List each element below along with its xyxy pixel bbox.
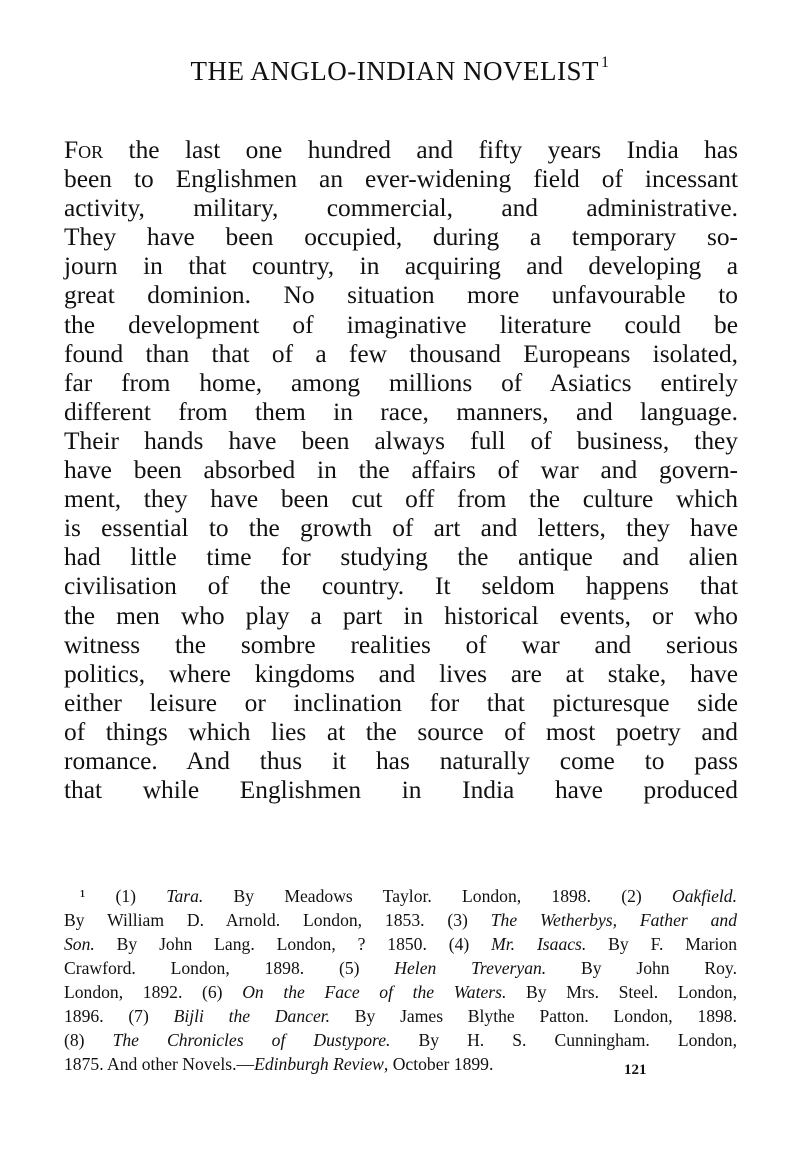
footnotes bbox=[64, 884, 737, 1076]
italic-title: Oakfield. bbox=[672, 886, 737, 906]
text-line bbox=[64, 572, 738, 601]
text-segment: By William D. Arnold. London, 1853. (3) bbox=[64, 910, 491, 930]
text-line bbox=[64, 252, 738, 281]
text-segment: either leisure or inclination for that picturesque side bbox=[64, 688, 738, 717]
text-line bbox=[64, 194, 738, 223]
text-segment: have been absorbed in the affairs of war and govern- bbox=[64, 456, 738, 485]
text-segment: By F. Marion bbox=[586, 934, 738, 954]
text-segment: For bbox=[64, 136, 104, 164]
text-line bbox=[64, 776, 738, 805]
text-segment: By John Lang. London, ? 1850. (4) bbox=[94, 934, 492, 954]
text-line bbox=[64, 485, 738, 514]
footnote-line bbox=[64, 884, 737, 908]
text-segment: that while Englishmen in India have produced bbox=[64, 776, 738, 805]
text-segment: They have been occupied, during a temporary so- bbox=[64, 223, 738, 252]
italic-title: Son. bbox=[64, 934, 95, 954]
body-paragraph bbox=[64, 136, 738, 805]
text-segment: , October 1899. bbox=[383, 1054, 494, 1074]
text-segment: been to Englishmen an ever-widening field of incessant bbox=[64, 165, 738, 194]
text-line bbox=[64, 718, 738, 747]
footnote-line bbox=[64, 908, 737, 932]
footnote-marker: 1 bbox=[600, 54, 610, 71]
italic-title: Edinburgh Review bbox=[254, 1054, 384, 1074]
title-text: THE ANGLO-INDIAN NOVELIST bbox=[190, 56, 599, 86]
text-segment: of things which lies at the source of most poetry and bbox=[64, 717, 738, 746]
text-segment: had little time for studying the antique and alien bbox=[64, 543, 738, 572]
text-line bbox=[64, 398, 738, 427]
text-segment: By John Roy. bbox=[546, 958, 737, 978]
text-segment: different from them in race, manners, and language. bbox=[64, 397, 738, 426]
footnote-line bbox=[64, 956, 737, 980]
page-number: 121 bbox=[624, 1062, 647, 1078]
text-line bbox=[64, 456, 738, 485]
italic-title: The Chronicles of Dustypore. bbox=[112, 1030, 391, 1050]
text-segment: ¹ (1) bbox=[80, 886, 167, 906]
text-segment: By Meadows Taylor. London, 1898. (2) bbox=[203, 886, 673, 906]
italic-title: The Wetherbys, Father and bbox=[490, 910, 737, 930]
text-line bbox=[64, 689, 738, 718]
text-segment: is essential to the growth of art and letters, they have bbox=[64, 514, 738, 543]
footnote-line bbox=[64, 980, 737, 1004]
page-title bbox=[0, 56, 800, 87]
text-line bbox=[64, 543, 738, 572]
text-line bbox=[64, 311, 738, 340]
text-segment: By Mrs. Steel. London, bbox=[506, 982, 737, 1002]
text-line bbox=[64, 281, 738, 310]
footnote-line bbox=[64, 1004, 737, 1028]
footnote-line bbox=[64, 932, 737, 956]
text-segment: ment, they have been cut off from the culture which bbox=[64, 485, 738, 514]
text-segment: Their hands have been always full of business, they bbox=[64, 426, 738, 455]
text-line bbox=[64, 514, 738, 543]
text-segment: journ in that country, in acquiring and developing a bbox=[64, 252, 738, 281]
italic-title: On the Face of the Waters. bbox=[242, 982, 507, 1002]
text-line bbox=[64, 427, 738, 456]
text-segment: (8) bbox=[64, 1030, 113, 1050]
text-segment: the development of imaginative literature could be bbox=[64, 310, 738, 339]
text-segment: romance. And thus it has naturally come to pass bbox=[64, 746, 738, 775]
footnote-line bbox=[64, 1028, 737, 1052]
italic-title: Tara. bbox=[166, 886, 204, 906]
text-segment: great dominion. No situation more unfavourable to bbox=[64, 281, 738, 310]
text-segment: the last one hundred and fifty years India has bbox=[103, 136, 738, 164]
text-segment: London, 1892. (6) bbox=[64, 982, 243, 1002]
text-segment: witness the sombre realities of war and serious bbox=[64, 630, 738, 659]
text-segment: the men who play a part in historical events, or who bbox=[64, 601, 738, 630]
text-segment: found than that of a few thousand Europeans isolated, bbox=[64, 339, 738, 368]
text-segment: By James Blythe Patton. London, 1898. bbox=[330, 1006, 737, 1026]
italic-title: Bijli the Dancer. bbox=[173, 1006, 331, 1026]
italic-title: Helen Treveryan. bbox=[394, 958, 547, 978]
text-line bbox=[64, 369, 738, 398]
text-segment: civilisation of the country. It seldom happens that bbox=[64, 572, 738, 601]
text-line bbox=[64, 340, 738, 369]
text-segment: Crawford. London, 1898. (5) bbox=[64, 958, 395, 978]
text-line bbox=[64, 602, 738, 631]
text-line bbox=[64, 165, 738, 194]
text-segment: 1875. And other Novels.— bbox=[64, 1054, 255, 1074]
text-segment: activity, military, commercial, and administrative. bbox=[64, 194, 738, 223]
text-segment: 1896. (7) bbox=[64, 1006, 174, 1026]
text-line bbox=[64, 631, 738, 660]
text-segment: politics, where kingdoms and lives are at stake, have bbox=[64, 659, 738, 688]
text-line bbox=[64, 660, 738, 689]
text-line bbox=[64, 747, 738, 776]
text-segment: far from home, among millions of Asiatics entirely bbox=[64, 368, 738, 397]
text-line bbox=[64, 223, 738, 252]
italic-title: Mr. Isaacs. bbox=[491, 934, 587, 954]
text-segment: By H. S. Cunningham. London, bbox=[390, 1030, 737, 1050]
text-line bbox=[64, 136, 738, 165]
